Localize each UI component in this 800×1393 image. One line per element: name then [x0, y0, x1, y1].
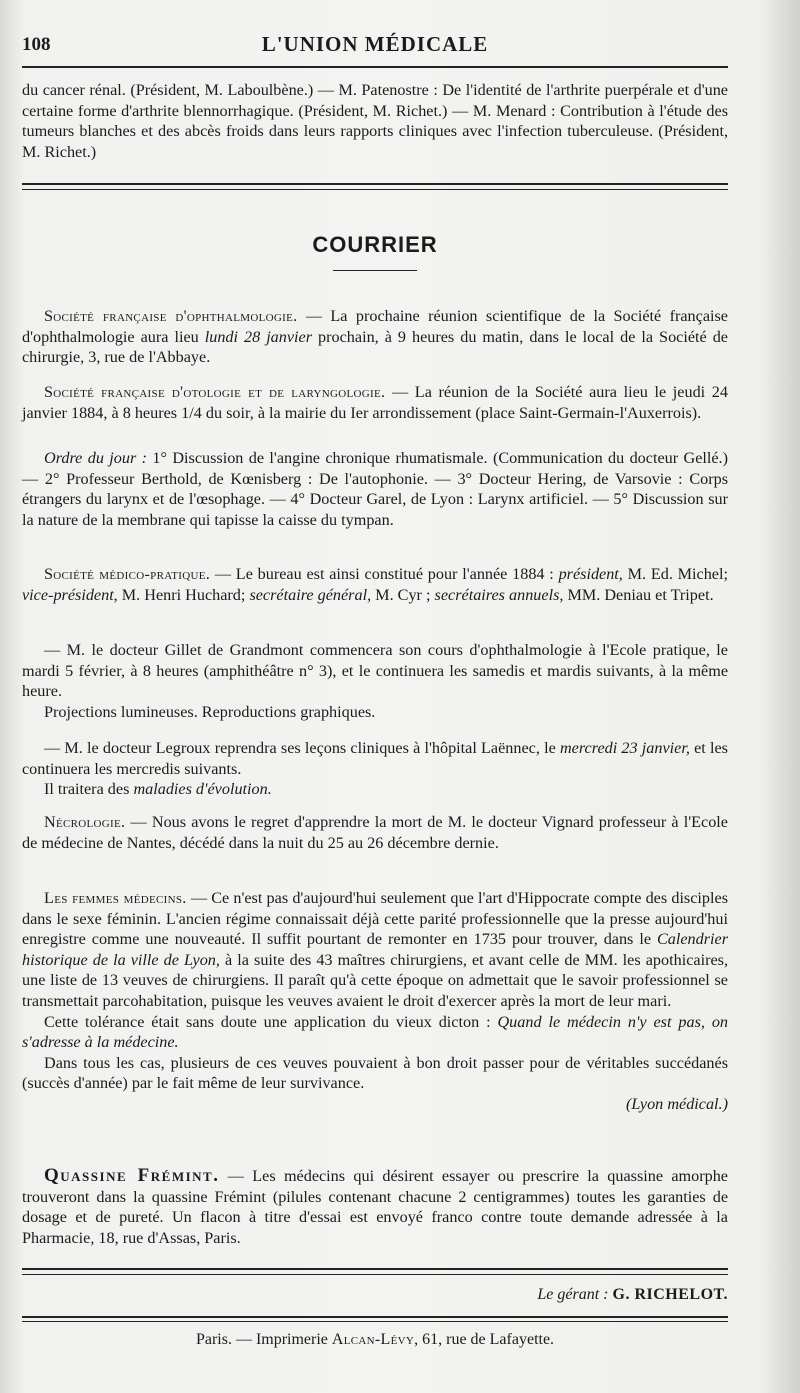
item-citation: Calendrier historique de la ville de Lyon, — [22, 930, 728, 969]
item-heading: Quassine Frémint. — [44, 1165, 220, 1186]
item-text: — La prochaine réunion scientifique de la Société française d'ophthalmologie aura lieu — [22, 307, 728, 346]
item-heading: Société médico-pratique. — [44, 565, 211, 583]
item-heading: Ordre du jour : — [44, 449, 148, 467]
item-heading: Les femmes médecins. — [44, 889, 187, 907]
item-role: secrétaire général, — [249, 585, 372, 604]
item-text: 1° Discussion de l'angine chronique rhumatismale. (Communication du docteur Gellé.) — 2° Professeur Berthold, de Kœnisberg : De l'autophonie. — 3° Docteur Hering, de Varsovie : Corps étrangers du larynx et de l'œsophage. — 4° Docteur Garel, de Lyon : Larynx artificiel. — 5° Discussion sur la nature de la membrane qui tapisse la caisse du tympan. — [22, 449, 728, 529]
item-text: à la suite des 43 maîtres chirurgiens, et avant celle de MM. les apothicaires, une liste de 13 veuves de chirurgiens. Il paraît qu'à cette époque on admettait que le savoir professionnel se transmettait parcohabitation, puisque les veuves avaient le droit d'exercer après la mort de leur mari. — [22, 950, 728, 1010]
item-text: — Le bureau est ainsi constitué pour l'année 1884 : — [210, 565, 559, 583]
item-text: et les continuera les mercredis suivants. — [22, 739, 728, 778]
item-text: M. Ed. Michel; — [622, 565, 728, 583]
section-title: COURRIER — [312, 232, 438, 257]
item-heading: Nécrologie. — [44, 813, 126, 831]
imprint-prefix: Paris. — Imprimerie — [195, 1331, 332, 1348]
page-header — [22, 30, 728, 70]
item-text: Il traitera des — [44, 780, 134, 799]
item-quote: Quand le médecin n'y est pas, on s'adresse à la médecine. — [22, 1012, 729, 1052]
item-role: président, — [558, 565, 623, 583]
header-rule — [22, 66, 728, 68]
item-necrologie — [22, 812, 728, 853]
item-ophtalmologie — [22, 306, 728, 368]
item-topic: maladies d'évolution. — [133, 780, 272, 799]
running-title: L'UNION MÉDICALE — [261, 32, 489, 56]
imprint-suffix: , 61, rue de Lafayette. — [414, 1331, 555, 1348]
item-text: — Ce n'est pas d'aujourd'hui seulement que l'art d'Hippocrate compte des disciples dans le sexe féminin. L'ancien régime connaissait déjà cette parité professionnelle que la presse aujourd'hui enregistre comme une nouveauté. Il suffit pourtant de remonter en 1735 pour trouver, dans le — [22, 889, 728, 949]
imprint-name: Alcan-Lévy — [331, 1331, 415, 1348]
footer-rule-bottom-thin — [22, 1321, 728, 1322]
item-source: (Lyon médical.) — [625, 1094, 728, 1113]
item-femmes-medecins — [22, 888, 728, 1115]
intro-paragraph — [22, 80, 728, 162]
footer-rule-top-thin — [22, 1274, 728, 1275]
item-role: vice-président, — [22, 585, 118, 604]
footer-rule-top — [22, 1268, 728, 1270]
gerant-name: G. RICHELOT. — [612, 1286, 728, 1303]
item-ordre-du-jour — [22, 448, 728, 530]
gerant-label: Le gérant : — [537, 1286, 613, 1303]
footer-rule-bottom — [22, 1316, 728, 1318]
item-otologie — [22, 382, 728, 423]
item-text: — M. le docteur Gillet de Grandmont commencera son cours d'ophthalmologie à l'Ecole pratique, le mardi 5 février, à 8 heures (amphithéâtre n° 3), et le continuera les samedis et mardis suivants, à la même heure. — [22, 641, 728, 701]
item-heading: Société française d'ophthalmologie. — [44, 307, 298, 325]
item-role: secrétaires annuels, — [434, 585, 564, 604]
item-gillet — [22, 640, 728, 722]
item-text: M. Cyr ; — [371, 585, 435, 604]
item-text: — La réunion de la Société aura lieu le jeudi 24 janvier 1884, à 8 heures 1/4 du soir, à la mairie du Ier arrondissement (place Saint-Germain-l'Auxerrois). — [22, 383, 728, 422]
item-date: mercredi 23 janvier, — [559, 739, 690, 757]
section-rule-top — [22, 183, 728, 185]
item-text: Projections lumineuses. Reproductions graphiques. — [44, 702, 376, 721]
item-text: Cette tolérance était sans doute une application du vieux dicton : — [44, 1012, 498, 1031]
page-number: 108 — [22, 34, 51, 55]
item-text: prochain, à 9 heures du matin, dans le local de la Société de chirurgie, 3, rue de l'Abbaye. — [22, 327, 728, 367]
gerant-line — [22, 1286, 728, 1304]
item-heading: Société française d'otologie et de laryngologie. — [44, 383, 386, 401]
item-quassine — [22, 1166, 728, 1248]
item-legroux — [22, 738, 728, 800]
item-text: — M. le docteur Legroux reprendra ses leçons cliniques à l'hôpital Laënnec, le — [44, 739, 560, 757]
item-text: MM. Deniau et Tripet. — [563, 585, 714, 604]
item-text: — Nous avons le regret d'apprendre la mort de M. le docteur Vignard professeur à l'Ecole de médecine de Nantes, décédé dans la nuit du 25 au 26 décembre dernie. — [22, 813, 728, 852]
section-rule-bottom — [22, 189, 728, 190]
intro-text: du cancer rénal. (Président, M. Laboulbène.) — M. Patenostre : De l'identité de l'arthrite puerpérale et d'une certaine forme d'arthrite blennorrhagique. (Président, M. Richet.) — M. Menard : Contribution à l'étude des tumeurs blanches et des abcès froids dans leurs rapports cliniques avec l'infection tuberculeuse. (Président, M. Richet.) — [22, 81, 728, 161]
item-text: — Les médecins qui désirent essayer ou prescrire la quassine amorphe trouveront dans la quassine Frémint (pilules contenant chacune 2 centigrammes) toutes les garanties de dosage et de pureté. Un flacon à titre d'essai est envoyé franco contre toute demande adressée à la Pharmacie, 18, rue d'Assas, Paris. — [22, 1167, 728, 1247]
imprint-line — [22, 1331, 728, 1349]
item-text: Dans tous les cas, plusieurs de ces veuves pouvaient à bon droit passer pour de véritables succédanés (succès d'année) par le fait même de leur survivance. — [22, 1053, 728, 1093]
item-medico-pratique — [22, 564, 728, 605]
item-text: M. Henri Huchard; — [117, 585, 250, 604]
item-date: lundi 28 janvier — [204, 327, 313, 346]
section-title-underline — [333, 270, 417, 271]
